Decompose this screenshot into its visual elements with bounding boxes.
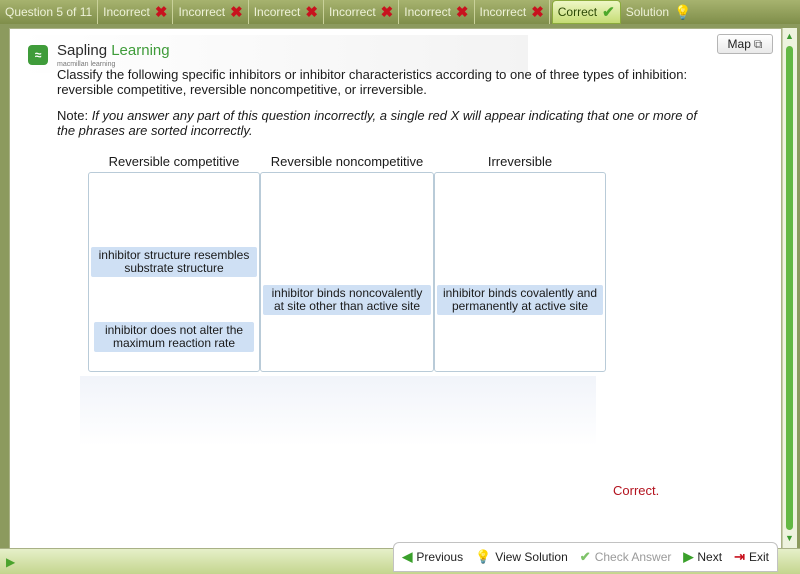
tab-label: Incorrect bbox=[404, 5, 451, 19]
tab-attempt-4[interactable] bbox=[324, 0, 399, 24]
arrow-left-icon: ◀ bbox=[402, 549, 413, 564]
checkmark-icon: ✔ bbox=[602, 4, 615, 21]
bin-title-noncompetitive: Reversible noncompetitive bbox=[270, 154, 424, 169]
view-solution-label: View Solution bbox=[495, 550, 568, 564]
exit-label: Exit bbox=[748, 550, 769, 564]
check-answer-label: Check Answer bbox=[594, 550, 672, 564]
check-answer-button[interactable] bbox=[580, 549, 672, 565]
bottom-bar bbox=[0, 548, 800, 574]
map-button[interactable] bbox=[717, 34, 773, 54]
sapling-logo-icon: ≈ bbox=[28, 45, 48, 65]
sitemap-icon: ⧉ bbox=[753, 36, 763, 51]
answer-chip[interactable]: inhibitor structure resembles substrate structure bbox=[91, 247, 257, 277]
next-button[interactable] bbox=[683, 549, 722, 565]
incorrect-x-icon: ✖ bbox=[380, 3, 394, 21]
tab-attempt-2[interactable] bbox=[173, 0, 248, 24]
note-lead: Note: bbox=[57, 108, 89, 123]
tab-label: Incorrect bbox=[178, 5, 226, 19]
logo-subtitle: macmillan learning bbox=[57, 61, 116, 68]
arrow-right-icon: ▶ bbox=[683, 549, 694, 564]
bin-irreversible[interactable] bbox=[434, 172, 606, 372]
answer-chip[interactable]: inhibitor binds noncovalently at site other than active site bbox=[263, 285, 431, 315]
view-solution-button[interactable] bbox=[475, 549, 568, 565]
bin-title-irreversible: Irreversible bbox=[487, 154, 553, 169]
lightbulb-icon: 💡 bbox=[475, 549, 492, 564]
check-circle-icon: ✔ bbox=[579, 549, 591, 564]
incorrect-x-icon: ✖ bbox=[531, 3, 544, 21]
question-note bbox=[57, 108, 717, 138]
previous-button[interactable] bbox=[402, 549, 463, 565]
map-label: Map bbox=[727, 37, 751, 51]
previous-label: Previous bbox=[416, 550, 464, 564]
bin-noncompetitive[interactable] bbox=[260, 172, 434, 372]
feedback-text: Correct. bbox=[613, 483, 660, 498]
tab-label: Solution bbox=[625, 5, 670, 19]
bin-title-competitive: Reversible competitive bbox=[108, 154, 240, 169]
next-label: Next bbox=[697, 550, 723, 564]
exit-button[interactable] bbox=[734, 549, 769, 565]
tab-label: Question 5 of 11 bbox=[5, 5, 93, 19]
vertical-scrollbar[interactable] bbox=[782, 28, 797, 548]
tab-attempt-correct[interactable] bbox=[552, 0, 621, 24]
incorrect-x-icon: ✖ bbox=[154, 3, 168, 21]
logo-title-accent: Learning bbox=[107, 42, 170, 59]
scroll-thumb[interactable] bbox=[786, 46, 793, 530]
logo-title bbox=[57, 42, 170, 59]
incorrect-x-icon: ✖ bbox=[230, 3, 243, 21]
tab-label: Incorrect bbox=[479, 5, 527, 19]
tab-question-number[interactable] bbox=[0, 0, 98, 24]
tab-attempt-3[interactable] bbox=[249, 0, 324, 24]
tab-solution[interactable] bbox=[621, 0, 697, 24]
tab-label: Incorrect bbox=[328, 5, 376, 19]
exit-door-icon: ⇥ bbox=[734, 549, 745, 564]
tab-label: Incorrect bbox=[103, 5, 150, 19]
navigation-buttons bbox=[393, 542, 778, 572]
question-tab-bar bbox=[0, 0, 800, 24]
note-text: If you answer any part of this question incorrectly, a single red X will appear indicating that one or more of the phrases are sorted incorrectly. bbox=[57, 108, 697, 138]
tab-attempt-1[interactable] bbox=[98, 0, 173, 24]
question-text: Classify the following specific inhibitors or inhibitor characteristics according to one of three types of inhibition: reversible competitive, reversible noncompetitive, or irreversible. bbox=[57, 67, 688, 97]
tab-label: Correct bbox=[557, 5, 598, 19]
incorrect-x-icon: ✖ bbox=[305, 3, 318, 21]
bin-reflection bbox=[80, 376, 596, 446]
tab-label: Incorrect bbox=[253, 5, 301, 19]
scroll-down-icon[interactable]: ▼ bbox=[785, 533, 794, 543]
answer-chip[interactable]: inhibitor binds covalently and permanently at active site bbox=[437, 285, 603, 315]
logo-title-part: Sapling bbox=[57, 42, 108, 59]
tab-attempt-5[interactable] bbox=[399, 0, 474, 24]
scroll-up-icon[interactable]: ▲ bbox=[785, 31, 794, 41]
answer-chip[interactable]: inhibitor does not alter the maximum reaction rate bbox=[94, 322, 254, 352]
play-icon[interactable]: ▶ bbox=[6, 555, 16, 569]
tab-attempt-6[interactable] bbox=[475, 0, 550, 24]
incorrect-x-icon: ✖ bbox=[455, 3, 469, 21]
lightbulb-icon: 💡 bbox=[674, 3, 692, 20]
